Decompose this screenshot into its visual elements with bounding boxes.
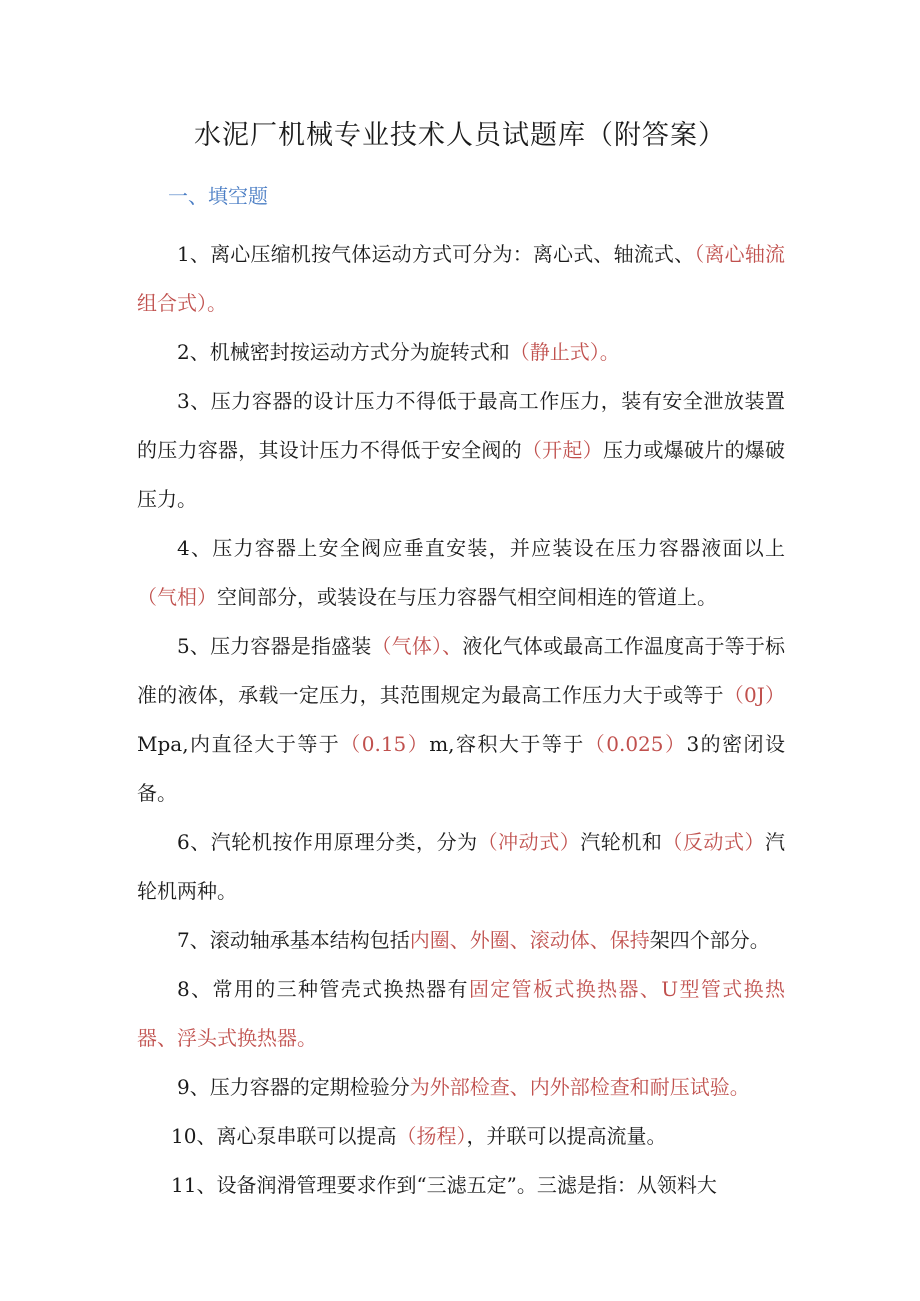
question-q7: [137, 916, 785, 965]
question-text: 2、机械密封按运动方式分为旋转式和: [177, 340, 510, 364]
question-list: [137, 230, 785, 1210]
question-text: 11、设备润滑管理要求作到“三滤五定”。三滤是指：从领料大: [171, 1173, 717, 1197]
question-text: 8、常用的三种管壳式换热器有: [177, 977, 469, 1001]
answer-text: （0.025）: [584, 732, 687, 756]
question-text: 7、滚动轴承基本结构包括: [177, 928, 410, 952]
answer-text: （离心轴流组合式）。: [137, 242, 785, 315]
answer-text: （静止式）。: [509, 340, 620, 364]
question-q9: [137, 1063, 785, 1112]
question-q4: [137, 524, 785, 622]
answer-text: （气体）、: [371, 634, 463, 658]
question-text: 汽轮机和: [580, 830, 663, 854]
document-title: 水泥厂机械专业技术人员试题库（附答案）: [194, 120, 726, 151]
answer-text: （反动式）: [662, 830, 766, 854]
question-q2: [137, 328, 785, 377]
question-text: 架四个部分。: [649, 928, 770, 952]
question-text: 5、压力容器是指盛装: [177, 634, 372, 658]
question-q6: [137, 818, 785, 916]
answer-text: 固定管板式换热器、U型管式换热器、浮头式换热器。: [137, 977, 785, 1050]
question-text: 3、压力容器的设计压力不得低于最高工作压力，装有安全泄放装置的压力容器，其设计压力不得低于安全阀的: [137, 389, 785, 462]
answer-text: （开起）: [521, 438, 603, 462]
answer-text: 为外部检查、内外部检查和耐压试验。: [409, 1075, 750, 1099]
question-q1: [137, 230, 785, 328]
question-text: ，并联可以提高流量。: [466, 1124, 667, 1148]
question-q10: [137, 1112, 785, 1161]
answer-text: （0.15）: [340, 732, 430, 756]
question-text: m,容积大于等于: [429, 732, 585, 756]
answer-text: （冲动式）: [477, 830, 581, 854]
answer-text: （0J）: [723, 683, 786, 707]
question-q8: [137, 965, 785, 1063]
question-text: 汽轮机两种。: [137, 830, 786, 903]
section-heading: 一、填空题: [168, 184, 268, 208]
question-text: 3的密闭设备。: [137, 732, 786, 805]
question-text: 液化气体或最高工作温度高于等于标准的液体，承载一定压力，其范围规定为最高工作压力大于或等于: [137, 634, 786, 707]
question-text: 压力或爆破片的爆破压力。: [137, 438, 786, 511]
question-text: 10、离心泵串联可以提高: [171, 1124, 397, 1148]
question-text: 空间部分，或装设在与压力容器气相空间相连的管道上。: [217, 585, 717, 609]
question-text: Mpa,内直径大于等于: [137, 732, 341, 756]
answer-text: （扬程）: [396, 1124, 467, 1148]
answer-text: （气相）: [137, 585, 217, 609]
question-text: 4、压力容器上安全阀应垂直安装，并应装设在压力容器液面以上: [177, 536, 785, 560]
question-text: 1、离心压缩机按气体运动方式可分为：离心式、轴流式、: [177, 242, 695, 266]
question-q11: [137, 1161, 785, 1210]
question-text: 9、压力容器的定期检验分: [177, 1075, 410, 1099]
question-q3: [137, 377, 785, 524]
answer-text: 内圈、外圈、滚动体、保持: [409, 928, 650, 952]
question-text: 6、汽轮机按作用原理分类，分为: [177, 830, 478, 854]
question-q5: [137, 622, 785, 818]
